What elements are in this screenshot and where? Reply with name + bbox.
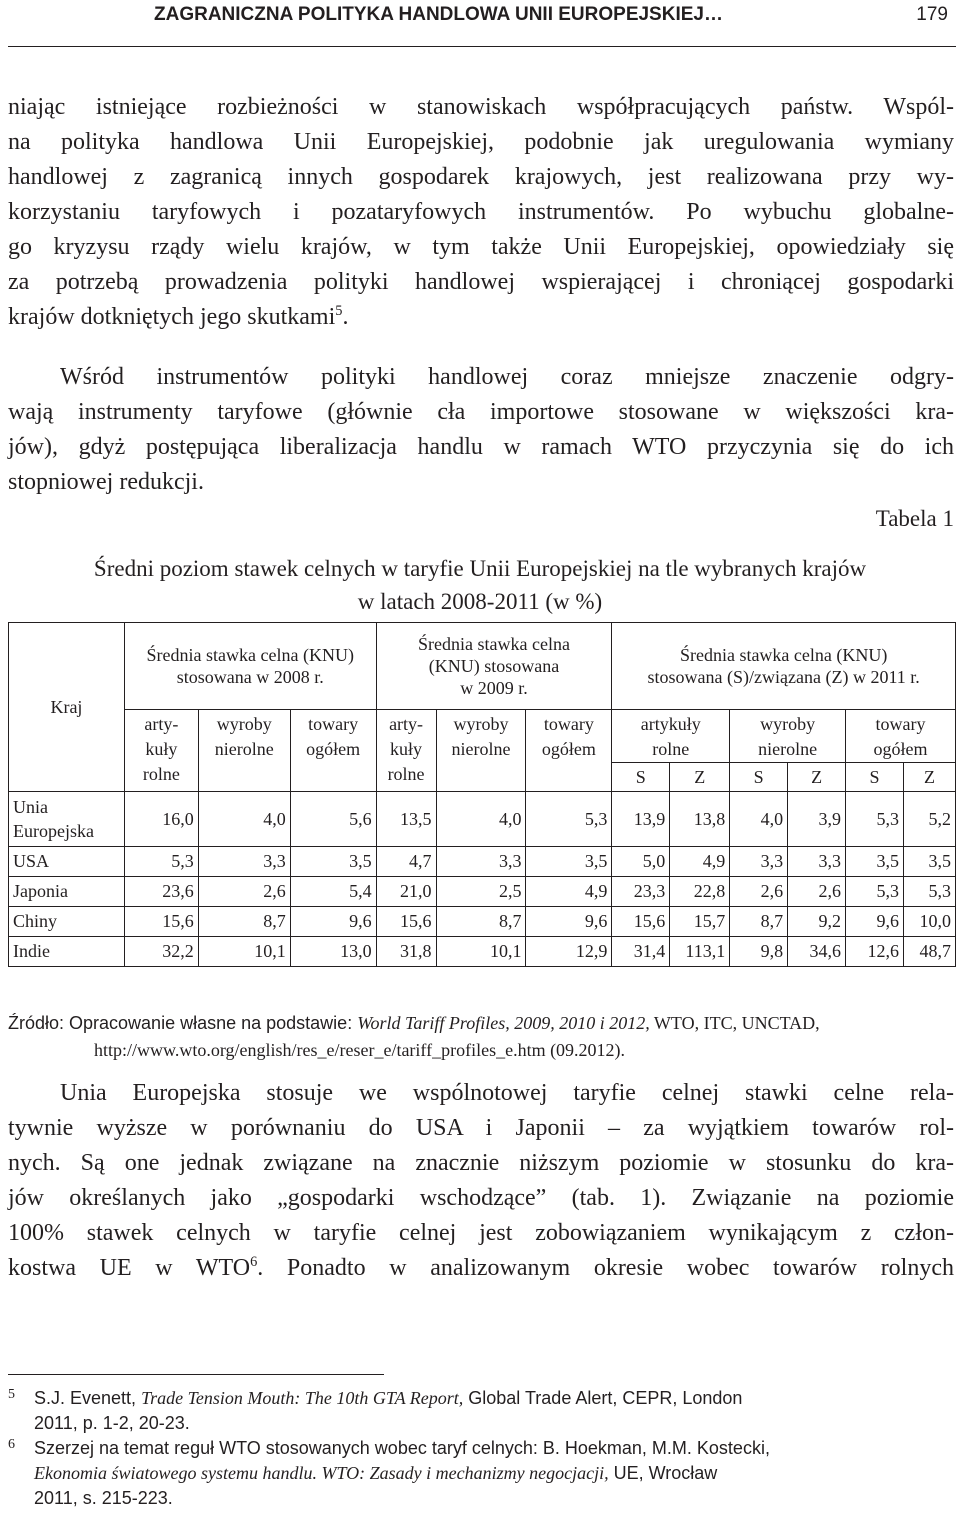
page-number: 179 (916, 4, 948, 25)
table-row (9, 907, 956, 937)
table-subheader-row (9, 710, 956, 763)
cell: 31,8 (376, 937, 436, 967)
header-text-line: ogółem (873, 739, 928, 759)
cell: 5,3 (903, 877, 955, 907)
cell: 3,5 (846, 847, 904, 877)
footnote-divider (8, 1374, 384, 1375)
source-line (8, 1010, 954, 1037)
text-line: jów określanych jako „gospodarki wschodzące” (tab. 1). Związanie na poziomie (8, 1185, 954, 1211)
cell: 10,1 (198, 937, 290, 967)
cell: 15,6 (124, 907, 198, 937)
cell: 4,0 (436, 792, 526, 847)
table-source (8, 1010, 954, 1064)
cell: 23,6 (124, 877, 198, 907)
cell: 3,3 (436, 847, 526, 877)
header-2008-text: Średnia stawka celna (KNU) stosowana w 2008 r. (146, 645, 354, 687)
cell: 32,2 (124, 937, 198, 967)
cell: 9,8 (730, 937, 788, 967)
header-s: S (730, 763, 788, 792)
country-text-line: Europejska (13, 821, 94, 841)
subheader-artykuly-rolne-2011 (612, 710, 730, 763)
cell: 31,4 (612, 937, 670, 967)
cell: 5,0 (612, 847, 670, 877)
cell: 2,5 (436, 877, 526, 907)
text-line: na polityka handlowa Unii Europejskiej, podobnie jak uregulowania wymiany (8, 129, 954, 155)
cell: 9,2 (788, 907, 846, 937)
cell: 3,3 (730, 847, 788, 877)
subheader-wyroby-nierolne (436, 710, 526, 792)
footnote-line (34, 1386, 958, 1411)
text-line: 100% stawek celnych w taryfie celnej jest zobowiązaniem wynikającym z człon- (8, 1220, 954, 1246)
cell: 3,5 (903, 847, 955, 877)
header-text-line: nierolne (451, 739, 511, 759)
cell: 8,7 (198, 907, 290, 937)
text-line: wają instrumenty taryfowe (głównie cła importowe stosowane w większości kra- (8, 399, 954, 425)
text-line: Wśród instrumentów polityki handlowej coraz mniejsze znaczenie odgry- (60, 364, 954, 390)
text-line: nych. Są one jednak związane na znacznie niższym poziomie w stosunku do kra- (8, 1150, 954, 1176)
cell: 9,6 (846, 907, 904, 937)
cell: 15,6 (612, 907, 670, 937)
header-text-line: Średnia stawka celna (418, 634, 570, 654)
header-text-line: rolne (652, 739, 690, 759)
subheader-artykuly-rolne (124, 710, 198, 792)
text-line: niając istniejące rozbieżności w stanowiskach współpracujących państw. Wspól- (8, 94, 954, 120)
paragraph-2 (8, 360, 954, 500)
source-title: World Tariff Profiles, 2009, 2010 i 2012, (357, 1013, 650, 1033)
footnote-number: 6 (8, 1437, 15, 1452)
running-header (10, 4, 950, 42)
cell: 5,4 (290, 877, 376, 907)
row-country: Chiny (9, 907, 125, 937)
cell: 23,3 (612, 877, 670, 907)
footnote-ref-6[interactable]: 6 (250, 1254, 258, 1270)
header-text-line: artykuły (640, 714, 701, 734)
row-country: USA (9, 847, 125, 877)
header-text-line: kuły (390, 739, 423, 759)
cell: 5,3 (846, 792, 904, 847)
table-row (9, 847, 956, 877)
footnote-5 (8, 1386, 958, 1436)
cell: 8,7 (436, 907, 526, 937)
text-line: jów), gdyż postępująca liberalizacja handlu w ramach WTO przyczynia się do ich (8, 434, 954, 460)
cell: 10,1 (436, 937, 526, 967)
footnote-body (34, 1386, 958, 1436)
header-z: Z (788, 763, 846, 792)
text-fragment: kostwa UE w WTO (8, 1255, 251, 1281)
text-line: za potrzebą prowadzenia polityki handlowej wspierającej i chroniącej gospodarki (8, 269, 954, 295)
text-line: handlowej z zagranicą innych gospodarek krajowych, jest realizowana przy wy- (8, 164, 954, 190)
source-rest: WTO, ITC, UNCTAD, (649, 1013, 820, 1033)
cell: 34,6 (788, 937, 846, 967)
row-country: Japonia (9, 877, 125, 907)
text-line (8, 300, 954, 335)
header-text-line: wyroby (216, 714, 272, 734)
cell: 22,8 (670, 877, 730, 907)
running-title: ZAGRANICZNA POLITYKA HANDLOWA UNII EUROPEJSKIEJ… (154, 4, 723, 25)
header-2009 (376, 623, 612, 710)
cell: 5,6 (290, 792, 376, 847)
table-row (9, 937, 956, 967)
paragraph-3 (8, 1076, 954, 1286)
cell: 5,3 (124, 847, 198, 877)
subheader-wyroby-nierolne-2011 (730, 710, 846, 763)
cell: 5,2 (903, 792, 955, 847)
source-label: Źródło: Opracowanie własne na podstawie: (8, 1013, 358, 1033)
row-country (9, 792, 125, 847)
table-row (9, 792, 956, 847)
footnote-number: 5 (8, 1387, 15, 1402)
header-text-line: kuły (145, 739, 178, 759)
footnote-line: 2011, s. 215-223. (34, 1488, 173, 1508)
header-s: S (612, 763, 670, 792)
header-text-line: wyroby (453, 714, 509, 734)
text-line: Unia Europejska stosuje we wspólnotowej taryfie celnej stawki celne rela- (60, 1080, 954, 1106)
header-divider (8, 46, 956, 47)
text-line: tywnie wyższe w porównaniu do USA i Japonii – za wyjątkiem towarów rol- (8, 1115, 954, 1141)
cell: 9,6 (290, 907, 376, 937)
text-line: stopniowej redukcji. (8, 469, 204, 495)
text-line: go kryzysu rządy wielu krajów, w tym także Unii Europejskiej, opowiedziały się (8, 234, 954, 260)
header-text-line: stosowana (S)/związana (Z) w 2011 r. (647, 667, 920, 687)
footnote-body (34, 1436, 958, 1511)
source-url[interactable]: http://www.wto.org/english/res_e/reser_e/tariff_profiles_e.htm (09.2012). (94, 1040, 626, 1060)
cell: 3,3 (198, 847, 290, 877)
table-title-line: Średni poziom stawek celnych w taryfie Unii Europejskiej na tle wybranych krajów (93, 556, 867, 581)
subheader-towary-ogolem-2011 (846, 710, 956, 763)
cell: 15,7 (670, 907, 730, 937)
footnote-title: Ekonomia światowego systemu handlu. WTO: Zasady i mechanizmy negocjacji, (34, 1463, 609, 1483)
footnote-text: UE, Wrocław (608, 1463, 718, 1483)
header-text-line: nierolne (214, 739, 274, 759)
footnote-line (34, 1461, 958, 1486)
header-text-line: arty- (389, 714, 424, 734)
paragraph-1 (8, 90, 954, 335)
table-label: Tabela 1 (875, 506, 954, 531)
header-text-line: towary (875, 714, 926, 734)
subheader-artykuly-rolne (376, 710, 436, 792)
cell: 3,5 (526, 847, 612, 877)
header-z: Z (670, 763, 730, 792)
header-text-line: rolne (142, 764, 180, 784)
cell: 3,5 (290, 847, 376, 877)
table-row (9, 877, 956, 907)
cell: 13,5 (376, 792, 436, 847)
header-text-line: ogółem (541, 739, 596, 759)
cell: 5,3 (526, 792, 612, 847)
subheader-towary-ogolem (290, 710, 376, 792)
cell: 10,0 (903, 907, 955, 937)
footnote-text: Global Trade Alert, CEPR, London (463, 1388, 743, 1408)
cell: 13,8 (670, 792, 730, 847)
cell: 9,6 (526, 907, 612, 937)
header-text-line: towary (308, 714, 359, 734)
cell: 113,1 (670, 937, 730, 967)
header-text-line: w 2009 r. (460, 678, 528, 698)
cell: 4,0 (730, 792, 788, 847)
cell: 3,3 (788, 847, 846, 877)
header-text-line: rolne (387, 764, 425, 784)
table-title (0, 552, 960, 618)
footnote-6 (8, 1436, 958, 1511)
cell: 4,7 (376, 847, 436, 877)
cell: 2,6 (730, 877, 788, 907)
header-2008 (124, 623, 376, 710)
footnote-line: 2011, p. 1-2, 20-23. (34, 1413, 190, 1433)
cell: 8,7 (730, 907, 788, 937)
cell: 5,3 (846, 877, 904, 907)
footnote-title: Trade Tension Mouth: The 10th GTA Report, (141, 1388, 464, 1408)
header-text-line: nierolne (758, 739, 818, 759)
table-title-line: w latach 2008-2011 (w %) (357, 589, 603, 614)
table-header-row (9, 623, 956, 710)
tariff-table (8, 622, 956, 967)
cell: 13,9 (612, 792, 670, 847)
header-text-line: ogółem (306, 739, 361, 759)
cell: 2,6 (788, 877, 846, 907)
text-fragment: krajów dotkniętych jego skutkami (8, 304, 336, 330)
cell: 15,6 (376, 907, 436, 937)
country-text-line: Unia (13, 797, 48, 817)
header-text-line: arty- (144, 714, 179, 734)
footnote-text: S.J. Evenett, (34, 1388, 142, 1408)
row-country: Indie (9, 937, 125, 967)
cell: 3,9 (788, 792, 846, 847)
cell: 4,9 (670, 847, 730, 877)
header-text-line: towary (543, 714, 594, 734)
cell: 12,6 (846, 937, 904, 967)
footnote-ref-5[interactable]: 5 (335, 303, 343, 319)
footnote-line: Szerzej na temat reguł WTO stosowanych wobec taryf celnych: B. Hoekman, M.M. Kostecki, (34, 1438, 770, 1458)
cell: 12,9 (526, 937, 612, 967)
text-fragment: . (342, 304, 349, 330)
text-fragment: . Ponadto w analizowanym okresie wobec towarów rolnych (257, 1255, 955, 1281)
subheader-towary-ogolem (526, 710, 612, 792)
header-text-line: (KNU) stosowana (428, 656, 560, 676)
cell: 4,0 (198, 792, 290, 847)
cell: 13,0 (290, 937, 376, 967)
cell: 48,7 (903, 937, 955, 967)
cell: 2,6 (198, 877, 290, 907)
header-kraj: Kraj (9, 623, 125, 792)
cell: 16,0 (124, 792, 198, 847)
text-line (8, 1251, 954, 1286)
text-line: korzystaniu taryfowych i pozataryfowych instrumentów. Po wybuchu globalne- (8, 199, 954, 225)
subheader-wyroby-nierolne (198, 710, 290, 792)
cell: 4,9 (526, 877, 612, 907)
header-text-line: Średnia stawka celna (KNU) (679, 645, 888, 665)
header-s: S (846, 763, 904, 792)
header-text-line: wyroby (760, 714, 816, 734)
header-z: Z (903, 763, 955, 792)
cell: 21,0 (376, 877, 436, 907)
header-2011 (612, 623, 956, 710)
